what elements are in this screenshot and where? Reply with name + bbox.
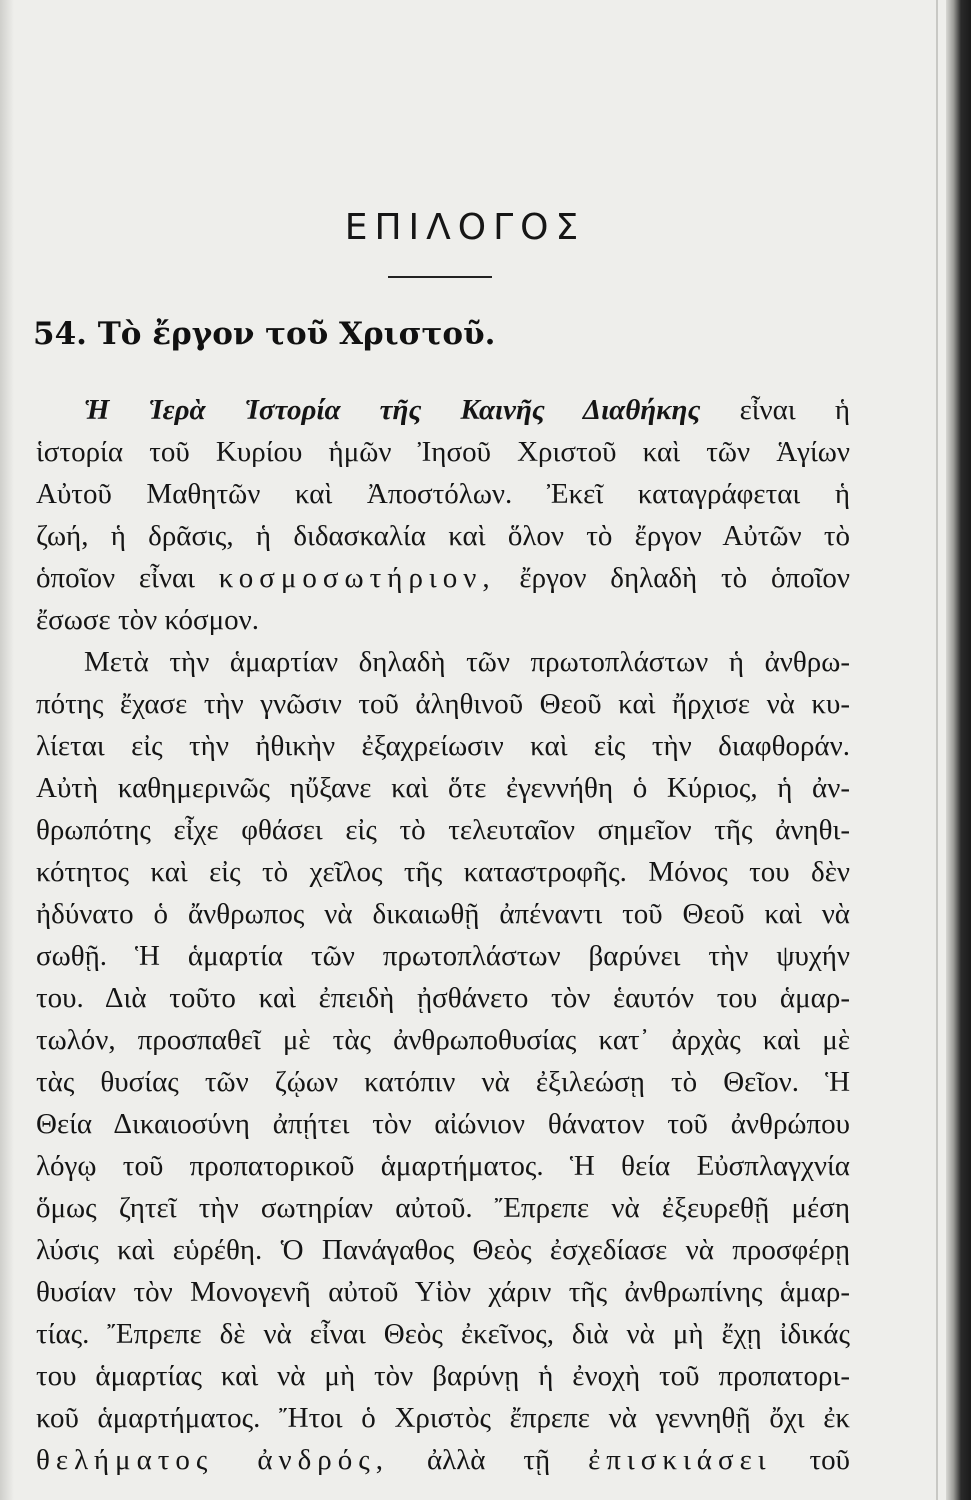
text-line: του. Διὰ τοῦτο καὶ ἐπειδὴ ᾐσθάνετο τὸν ἑαυτόν του ἁμαρ- (36, 982, 850, 1014)
italic-title: Ἡ Ἱερὰ Ἱστορία τῆς Καινῆς Διαθήκης (84, 394, 701, 426)
text-line: κότητος καὶ εἰς τὸ χεῖλος τῆς καταστροφῆς. Μόνος του δὲν (36, 856, 850, 888)
text-line: κοῦ ἁμαρτήματος. Ἤτοι ὁ Χριστὸς ἔπρεπε νὰ γεννηθῇ ὄχι ἐκ (36, 1402, 850, 1434)
text-line: λύσις καὶ εὑρέθη. Ὁ Πανάγαθος Θεὸς ἐσχεδίασε νὰ προσφέρῃ (36, 1234, 850, 1266)
page-edge (946, 0, 971, 1500)
section-title: 54. Τὸ ἔργον τοῦ Χριστοῦ. (33, 316, 496, 352)
text-line: πότης ἔχασε τὴν γνῶσιν τοῦ ἀληθινοῦ Θεοῦ καὶ ἤρχισε νὰ κυ- (36, 688, 850, 720)
chapter-heading: ΕΠΙΛΟΓΟΣ (344, 207, 586, 248)
text-span: ἔργον δηλαδὴ τὸ ὁποῖον (519, 562, 851, 594)
text-line: Αὐτοῦ Μαθητῶν καὶ Ἀποστόλων. Ἐκεῖ καταγράφεται ἡ (36, 478, 850, 510)
text-line: ζωή, ἡ δρᾶσις, ἡ διδασκαλία καὶ ὅλον τὸ ἔργον Αὐτῶν τὸ (36, 520, 850, 552)
text-line: ὅμως ζητεῖ τὴν σωτηρίαν αὐτοῦ. Ἔπρεπε νὰ ἐξευρεθῇ μέση (36, 1192, 850, 1224)
text-line: τωλόν, προσπαθεῖ μὲ τὰς ἀνθρωποθυσίας κατ᾿ ἀρχὰς καὶ μὲ (36, 1024, 850, 1056)
text-span: εἶναι ἡ (739, 394, 851, 426)
spaced-word: θελήματος ἀνδρός, (36, 1444, 390, 1476)
text-line: τίας. Ἔπρεπε δὲ νὰ εἶναι Θεὸς ἐκεῖνος, διὰ νὰ μὴ ἔχῃ ἰδικάς (36, 1318, 850, 1350)
text-span: ἀλλὰ τῇ (426, 1444, 551, 1476)
text-line: Θεία Δικαιοσύνη ἀπῄτει τὸν αἰώνιον θάνατον τοῦ ἀνθρώπου (36, 1108, 850, 1140)
spaced-word: κοσμοσωτήριον, (218, 562, 496, 594)
text-line: ἠδύνατο ὁ ἄνθρωπος νὰ δικαιωθῇ ἀπέναντι τοῦ Θεοῦ καὶ νὰ (36, 898, 850, 930)
text-line: λόγῳ τοῦ προπατορικοῦ ἁμαρτήματος. Ἡ θεία Εὐσπλαγχνία (36, 1150, 850, 1182)
text-line: θυσίαν τὸν Μονογενῆ αὐτοῦ Υἱὸν χάριν τῆς ἀνθρωπίνης ἁμαρ- (36, 1276, 850, 1308)
text-line: τὰς θυσίας τῶν ζῴων κατόπιν νὰ ἐξιλεώσῃ τὸ Θεῖον. Ἡ (36, 1066, 850, 1098)
text-line: θρωπότης εἶχε φθάσει εἰς τὸ τελευταῖον σημεῖον τῆς ἀνηθι- (36, 814, 850, 846)
spaced-word: ἐπισκιάσει (588, 1444, 772, 1476)
text-line: ἱστορία τοῦ Κυρίου ἡμῶν Ἰησοῦ Χριστοῦ καὶ τῶν Ἁγίων (36, 436, 850, 468)
page-edge-line (936, 0, 938, 1500)
text-line: Μετὰ τὴν ἁμαρτίαν δηλαδὴ τῶν πρωτοπλάστων ἡ ἀνθρω- (84, 646, 850, 678)
text-line: ἔσωσε τὸν κόσμον. (36, 604, 259, 636)
heading-rule (388, 276, 492, 278)
text-line: του ἁμαρτίας καὶ νὰ μὴ τὸν βαρύνῃ ἡ ἐνοχὴ τοῦ προπατορι- (36, 1360, 850, 1392)
text-line (36, 560, 850, 596)
text-line (84, 392, 850, 428)
text-line (36, 1442, 850, 1478)
text-line: Αὐτὴ καθημερινῶς ηὔξανε καὶ ὅτε ἐγεννήθη ὁ Κύριος, ἡ ἀν- (36, 772, 850, 804)
text-line: λίεται εἰς τὴν ἠθικὴν ἐξαχρείωσιν καὶ εἰς τὴν διαφθοράν. (36, 730, 850, 762)
text-line: σωθῇ. Ἡ ἁμαρτία τῶν πρωτοπλάστων βαρύνει τὴν ψυχήν (36, 940, 850, 972)
text-span: ὁποῖον εἶναι (36, 562, 195, 594)
text-span: τοῦ (809, 1444, 851, 1476)
